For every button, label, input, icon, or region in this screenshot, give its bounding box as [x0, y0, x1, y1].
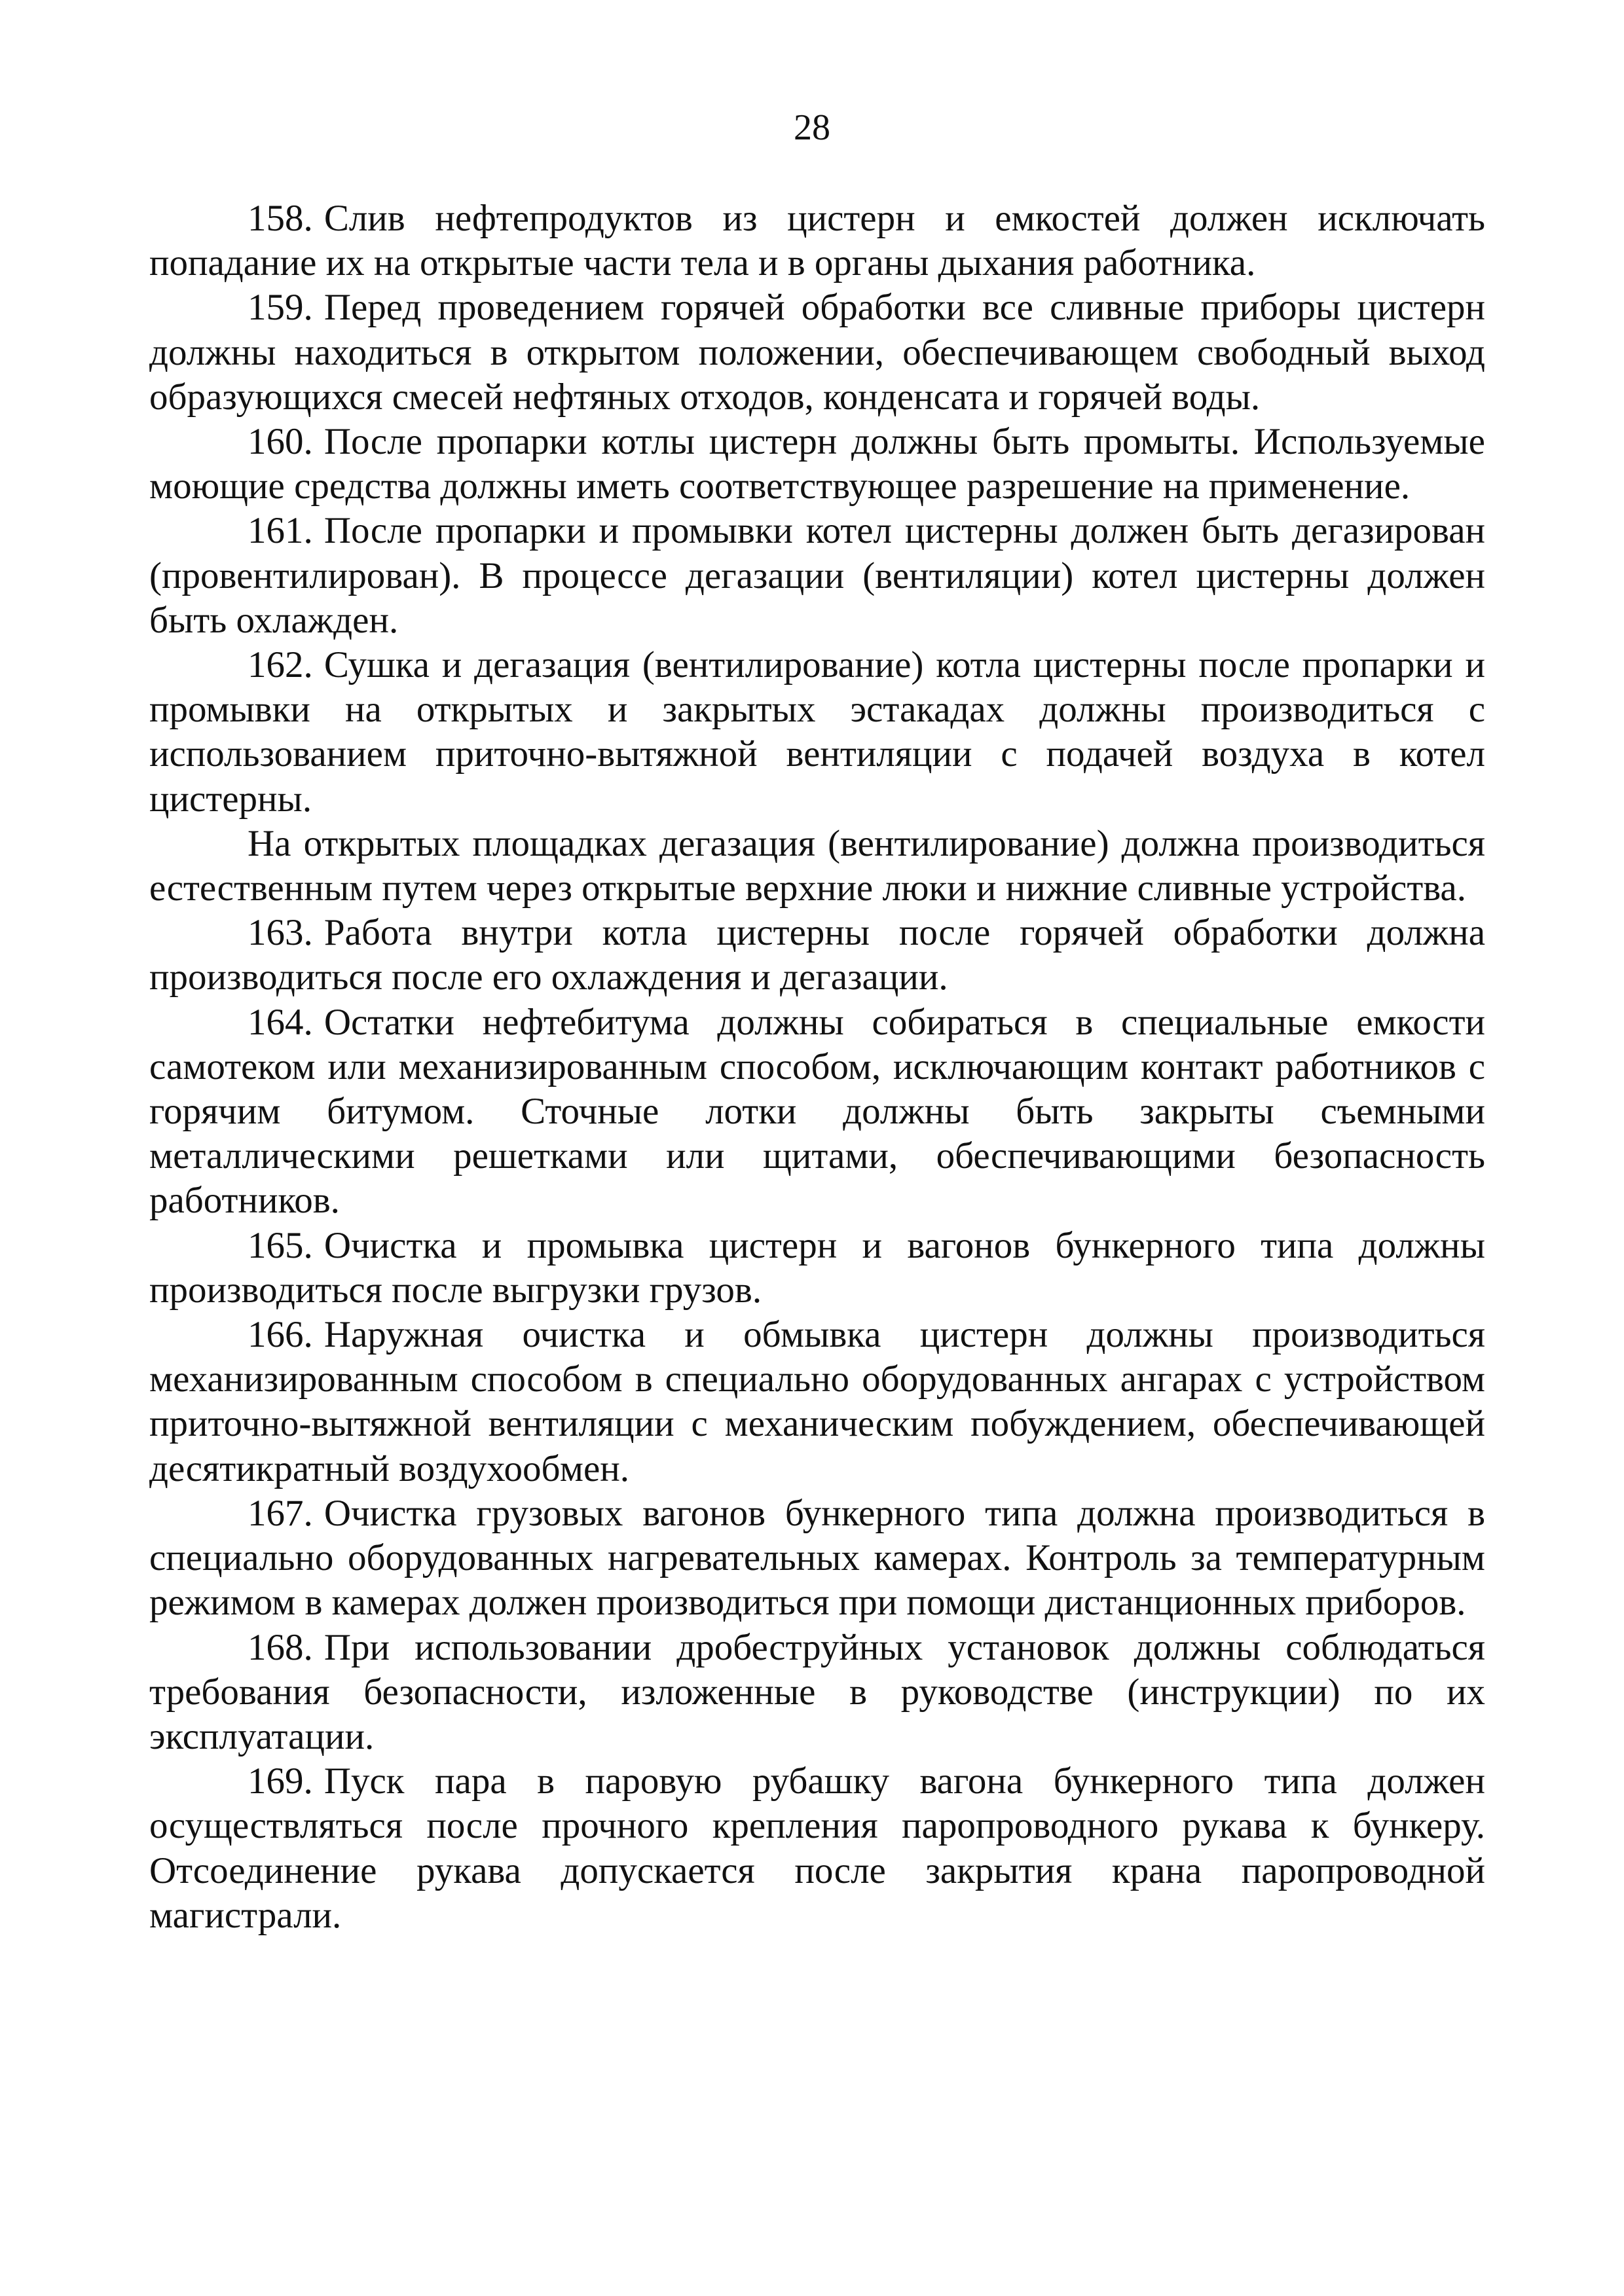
paragraph-166 — [149, 1313, 1485, 1491]
paragraph-number: 161. — [248, 510, 313, 552]
paragraph-text: При использовании дробеструйных установок должны соблюдаться требования безопасности, изложенные в руководстве (инструкции) по их эксплуатации. — [149, 1626, 1485, 1757]
paragraph-text: Наружная очистка и обмывка цистерн должны производиться механизированным способом в специально оборудованных ангарах с устройством приточно-вытяжной вентиляции с механическим побуждением, обеспечивающей десятикратный воздухообмен. — [149, 1314, 1485, 1489]
paragraph-number: 168. — [248, 1626, 313, 1668]
paragraph-number: 160. — [248, 421, 313, 463]
paragraph-text: Перед проведением горячей обработки все сливные приборы цистерн должны находиться в открытом положении, обеспечивающем свободный выход образующихся смесей нефтяных отходов, конденсата и горячей воды. — [149, 287, 1485, 418]
document-body — [149, 196, 1485, 1938]
page-number: 28 — [794, 107, 830, 148]
paragraph-number: 166. — [248, 1314, 313, 1356]
paragraph-number: 159. — [248, 287, 313, 329]
paragraph-number: 158. — [248, 198, 313, 239]
paragraph-number: 162. — [248, 644, 313, 686]
paragraph-164 — [149, 1000, 1485, 1224]
paragraph-162 — [149, 643, 1485, 822]
paragraph-number: 165. — [248, 1224, 313, 1266]
paragraph-163 — [149, 911, 1485, 1000]
paragraph-text: Сушка и дегазация (вентилирование) котла цистерны после пропарки и промывки на открытых и закрытых эстакадах должны производиться с использованием приточно-вытяжной вентиляции с подачей воздуха в котел цистерны. — [149, 644, 1485, 820]
paragraph-169 — [149, 1759, 1485, 1938]
paragraph-text: Очистка и промывка цистерн и вагонов бункерного типа должны производиться после выгрузки грузов. — [149, 1224, 1485, 1311]
paragraph-number: 164. — [248, 1001, 313, 1043]
paragraph-159 — [149, 285, 1485, 420]
paragraph-text: Слив нефтепродуктов из цистерн и емкостей должен исключать попадание их на открытые части тела и в органы дыхания работника. — [149, 198, 1485, 284]
paragraph-text: Пуск пара в паровую рубашку вагона бункерного типа должен осуществляться после прочного крепления паропроводного рукава к бункеру. Отсоединение рукава допускается после закрытия крана паропроводной магистрали. — [149, 1760, 1485, 1936]
paragraph-165 — [149, 1224, 1485, 1313]
paragraph-168 — [149, 1626, 1485, 1760]
paragraph-text: Остатки нефтебитума должны собираться в специальные емкости самотеком или механизированным способом, исключающим контакт работников с горячим битумом. Сточные лотки должны быть закрыты съемными металлическими решетками или щитами, обеспечивающими безопасность работников. — [149, 1001, 1485, 1222]
paragraph-text: Работа внутри котла цистерны после горячей обработки должна производиться после его охлаждения и дегазации. — [149, 912, 1485, 998]
paragraph-160 — [149, 420, 1485, 509]
paragraph-167 — [149, 1491, 1485, 1626]
paragraph-number: 163. — [248, 912, 313, 954]
paragraph-161 — [149, 509, 1485, 643]
paragraph-number: 169. — [248, 1760, 313, 1802]
paragraph-text: После пропарки и промывки котел цистерны должен быть дегазирован (провентилирован). В процессе дегазации (вентиляции) котел цистерны должен быть охлажден. — [149, 510, 1485, 641]
paragraph-text: На открытых площадках дегазация (вентилирование) должна производиться естественным путем через открытые верхние люки и нижние сливные устройства. — [149, 822, 1485, 909]
paragraph-number: 167. — [248, 1492, 313, 1534]
paragraph-text: Очистка грузовых вагонов бункерного типа должна производиться в специально оборудованных нагревательных камерах. Контроль за температурным режимом в камерах должен производиться при помощи дистанционных приборов. — [149, 1492, 1485, 1624]
paragraph-text: После пропарки котлы цистерн должны быть промыты. Используемые моющие средства должны иметь соответствующее разрешение на применение. — [149, 421, 1485, 507]
paragraph-158 — [149, 196, 1485, 285]
paragraph-162-continued — [149, 822, 1485, 911]
